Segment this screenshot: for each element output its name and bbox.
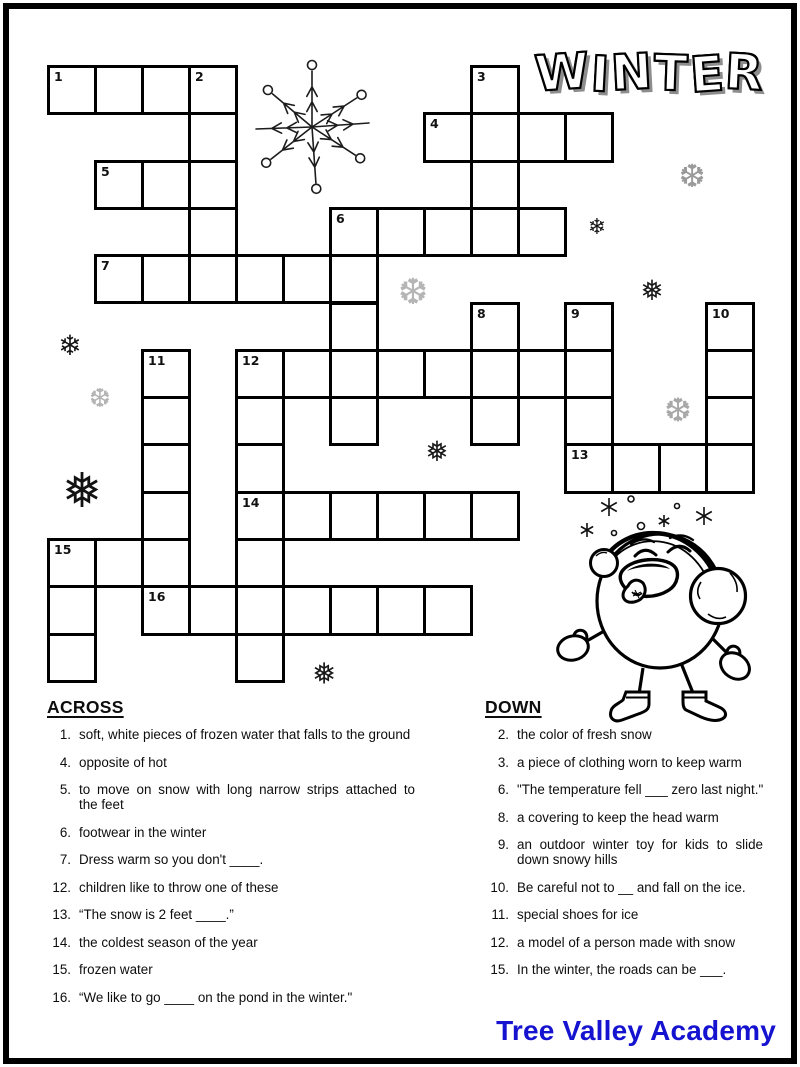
snowflake-icon: ❆ bbox=[89, 384, 111, 414]
clue-number: 14. bbox=[52, 934, 71, 950]
grid-cell[interactable] bbox=[188, 160, 238, 210]
down-clue-list bbox=[485, 727, 763, 977]
clue-text: “We like to go ____ on the pond in the winter." bbox=[79, 989, 353, 1005]
grid-cell[interactable] bbox=[611, 443, 661, 493]
down-clue-item bbox=[485, 727, 763, 742]
grid-cell[interactable] bbox=[705, 396, 755, 446]
clue-number: 10. bbox=[490, 879, 509, 895]
snowflake-icon: ❅ bbox=[425, 435, 449, 468]
grid-cell[interactable] bbox=[47, 538, 97, 588]
snowman-body bbox=[554, 533, 757, 721]
grid-cell[interactable] bbox=[329, 254, 379, 304]
snowflake-icon: ❆ bbox=[678, 157, 706, 195]
grid-cell[interactable] bbox=[47, 585, 97, 635]
title-letter: W bbox=[533, 42, 592, 103]
grid-cell[interactable] bbox=[188, 585, 238, 635]
grid-cell[interactable] bbox=[188, 65, 238, 115]
clue-number: 3. bbox=[497, 754, 509, 770]
cell-number: 2 bbox=[195, 69, 204, 84]
grid-cell[interactable] bbox=[235, 585, 285, 635]
title-letter: I bbox=[589, 45, 611, 104]
grid-cell[interactable] bbox=[564, 396, 614, 446]
hand-drawn-snowflake-icon bbox=[246, 61, 378, 193]
grid-cell[interactable] bbox=[329, 491, 379, 541]
cell-number: 14 bbox=[242, 494, 260, 510]
title-letter: R bbox=[723, 43, 765, 102]
grid-cell[interactable] bbox=[94, 160, 144, 210]
title-letter: E bbox=[687, 44, 726, 105]
cell-number: 9 bbox=[571, 305, 580, 321]
clue-text: children like to throw one of these bbox=[79, 879, 279, 895]
grid-cell[interactable] bbox=[141, 585, 191, 635]
down-clue-item bbox=[485, 782, 763, 797]
clue-text: special shoes for ice bbox=[517, 907, 639, 922]
snowflake-icon: ❄ bbox=[587, 215, 607, 240]
grid-cell[interactable] bbox=[329, 302, 379, 352]
cell-number: 13 bbox=[571, 447, 589, 463]
clue-number: 1. bbox=[59, 727, 71, 742]
across-header: ACROSS bbox=[47, 697, 124, 717]
grid-cell[interactable] bbox=[423, 349, 473, 399]
cell-number: 7 bbox=[101, 258, 110, 274]
grid-cell[interactable] bbox=[188, 254, 238, 304]
clue-text: to move on snow with long narrow strips attached to the feet bbox=[79, 782, 415, 812]
grid-cell[interactable] bbox=[517, 207, 567, 257]
grid-cell[interactable] bbox=[705, 349, 755, 399]
clue-number: 4. bbox=[59, 754, 71, 770]
across-clue-item bbox=[47, 962, 415, 977]
clue-text: the coldest season of the year bbox=[79, 934, 258, 950]
grid-cell[interactable] bbox=[705, 443, 755, 493]
across-clue-item bbox=[47, 990, 415, 1005]
sparkles-icon bbox=[581, 496, 712, 537]
down-clue-item bbox=[485, 880, 763, 895]
snowflake-icon: ❅ bbox=[311, 656, 337, 691]
clue-text: a piece of clothing worn to keep warm bbox=[517, 754, 742, 770]
across-clue-item bbox=[47, 727, 415, 742]
grid-cell[interactable] bbox=[329, 349, 379, 399]
clue-text: frozen water bbox=[79, 962, 153, 977]
grid-cell[interactable] bbox=[470, 396, 520, 446]
grid-cell[interactable] bbox=[141, 160, 191, 210]
cell-number: 11 bbox=[148, 352, 166, 368]
across-clue-item bbox=[47, 880, 415, 895]
grid-cell[interactable] bbox=[94, 65, 144, 115]
cell-number: 1 bbox=[54, 69, 63, 84]
grid-cell[interactable] bbox=[376, 207, 426, 257]
grid-cell[interactable] bbox=[235, 254, 285, 304]
clue-number: 15. bbox=[52, 962, 71, 977]
grid-cell[interactable] bbox=[329, 207, 379, 257]
grid-cell[interactable] bbox=[282, 585, 332, 635]
clue-number: 12. bbox=[490, 934, 509, 950]
grid-cell[interactable] bbox=[235, 633, 285, 683]
cell-number: 6 bbox=[336, 210, 345, 226]
clue-text: the color of fresh snow bbox=[517, 727, 652, 742]
grid-cell[interactable] bbox=[517, 112, 567, 162]
grid-cell[interactable] bbox=[235, 349, 285, 399]
grid-cell[interactable] bbox=[470, 160, 520, 210]
cell-number: 12 bbox=[242, 352, 260, 368]
grid-cell[interactable] bbox=[564, 302, 614, 352]
down-header: DOWN bbox=[485, 697, 542, 717]
clue-text: an outdoor winter toy for kids to slide down snowy hills bbox=[517, 837, 763, 867]
footer-brand: Tree Valley Academy bbox=[496, 1015, 776, 1046]
cell-number: 16 bbox=[148, 589, 166, 605]
grid-cell[interactable] bbox=[94, 254, 144, 304]
clue-text: a covering to keep the head warm bbox=[517, 809, 719, 825]
cell-number: 3 bbox=[477, 69, 486, 84]
grid-cell[interactable] bbox=[141, 349, 191, 399]
clue-number: 6. bbox=[497, 782, 509, 797]
page-title bbox=[533, 42, 765, 105]
clue-number: 6. bbox=[59, 824, 71, 840]
across-clue-item bbox=[47, 755, 415, 770]
clue-number: 13. bbox=[52, 907, 71, 922]
clue-text: footwear in the winter bbox=[79, 824, 207, 840]
clue-text: soft, white pieces of frozen water that falls to the ground bbox=[79, 727, 411, 742]
grid-cell[interactable] bbox=[470, 491, 520, 541]
down-clue-item bbox=[485, 810, 763, 825]
grid-cell[interactable] bbox=[235, 538, 285, 588]
grid-cell[interactable] bbox=[329, 396, 379, 446]
clue-number: 12. bbox=[52, 879, 71, 895]
grid-cell[interactable] bbox=[141, 491, 191, 541]
grid-cell[interactable] bbox=[376, 585, 426, 635]
clue-text: In the winter, the roads can be ___. bbox=[517, 962, 727, 977]
grid-cell[interactable] bbox=[470, 207, 520, 257]
clue-number: 5. bbox=[59, 782, 71, 797]
grid-cell[interactable] bbox=[47, 633, 97, 683]
cell-number: 15 bbox=[54, 542, 72, 557]
grid-cell[interactable] bbox=[564, 443, 614, 493]
grid-cell[interactable] bbox=[705, 302, 755, 352]
cell-number: 4 bbox=[430, 116, 439, 132]
grid-cell[interactable] bbox=[141, 396, 191, 446]
grid-cell[interactable] bbox=[94, 538, 144, 588]
snowflake-icon: ❄ bbox=[58, 329, 82, 362]
clue-number: 15. bbox=[490, 962, 509, 977]
grid-cell[interactable] bbox=[470, 65, 520, 115]
grid-cell[interactable] bbox=[141, 254, 191, 304]
clue-text: a model of a person made with snow bbox=[517, 934, 736, 950]
down-clues-section bbox=[485, 697, 763, 990]
grid-cell[interactable] bbox=[564, 349, 614, 399]
clue-number: 16. bbox=[52, 989, 71, 1005]
grid-cell[interactable] bbox=[329, 585, 379, 635]
cell-number: 10 bbox=[712, 305, 730, 321]
snowflake-icon: ❆ bbox=[664, 390, 692, 430]
title-letter: N bbox=[609, 42, 654, 103]
title-letter: T bbox=[653, 44, 689, 103]
grid-cell[interactable] bbox=[235, 443, 285, 493]
grid-cell[interactable] bbox=[141, 443, 191, 493]
clue-number: 9. bbox=[497, 837, 509, 852]
grid-cell[interactable] bbox=[282, 349, 332, 399]
grid-cell[interactable] bbox=[517, 349, 567, 399]
clue-number: 11. bbox=[491, 907, 509, 922]
across-clue-item bbox=[47, 782, 415, 812]
down-clue-item bbox=[485, 962, 763, 977]
cell-number: 5 bbox=[101, 163, 110, 179]
grid-cell[interactable] bbox=[470, 112, 520, 162]
grid-cell[interactable] bbox=[423, 112, 473, 162]
cell-number: 8 bbox=[477, 305, 486, 321]
across-clue-list bbox=[47, 727, 415, 1005]
grid-cell[interactable] bbox=[423, 491, 473, 541]
grid-cell[interactable] bbox=[470, 302, 520, 352]
across-clue-item bbox=[47, 825, 415, 840]
across-clues-section bbox=[47, 697, 415, 1017]
grid-cell[interactable] bbox=[141, 65, 191, 115]
clue-number: 7. bbox=[59, 852, 71, 867]
clue-number: 2. bbox=[497, 727, 509, 742]
grid-cell[interactable] bbox=[235, 491, 285, 541]
grid-cell[interactable] bbox=[423, 585, 473, 635]
grid-cell[interactable] bbox=[376, 349, 426, 399]
snowflake-icon: ❅ bbox=[61, 463, 103, 519]
clue-text: opposite of hot bbox=[79, 754, 167, 770]
snowflake-icon: ❆ bbox=[397, 272, 429, 313]
clue-text: "The temperature fell ___ zero last night." bbox=[517, 782, 764, 797]
grid-cell[interactable] bbox=[235, 396, 285, 446]
grid-cell[interactable] bbox=[423, 207, 473, 257]
clue-text: Dress warm so you don't ____. bbox=[79, 852, 264, 867]
clue-number: 8. bbox=[497, 809, 509, 825]
across-clue-item bbox=[47, 852, 415, 867]
grid-cell[interactable] bbox=[282, 491, 332, 541]
down-clue-item bbox=[485, 907, 763, 922]
down-clue-item bbox=[485, 935, 763, 950]
clue-text: “The snow is 2 feet ____.” bbox=[79, 907, 234, 922]
grid-cell[interactable] bbox=[658, 443, 708, 493]
grid-cell[interactable] bbox=[470, 349, 520, 399]
down-clue-item bbox=[485, 837, 763, 867]
grid-cell[interactable] bbox=[141, 538, 191, 588]
grid-cell[interactable] bbox=[188, 207, 238, 257]
grid-cell[interactable] bbox=[282, 254, 332, 304]
clue-text: Be careful not to __ and fall on the ice. bbox=[517, 879, 746, 895]
down-clue-item bbox=[485, 755, 763, 770]
snowflake-icon: ❅ bbox=[640, 274, 664, 307]
across-clue-item bbox=[47, 935, 415, 950]
snowman-illustration bbox=[543, 490, 761, 730]
grid-cell[interactable] bbox=[188, 112, 238, 162]
across-clue-item bbox=[47, 907, 415, 922]
grid-cell[interactable] bbox=[47, 65, 97, 115]
grid-cell[interactable] bbox=[376, 491, 426, 541]
grid-cell[interactable] bbox=[564, 112, 614, 162]
